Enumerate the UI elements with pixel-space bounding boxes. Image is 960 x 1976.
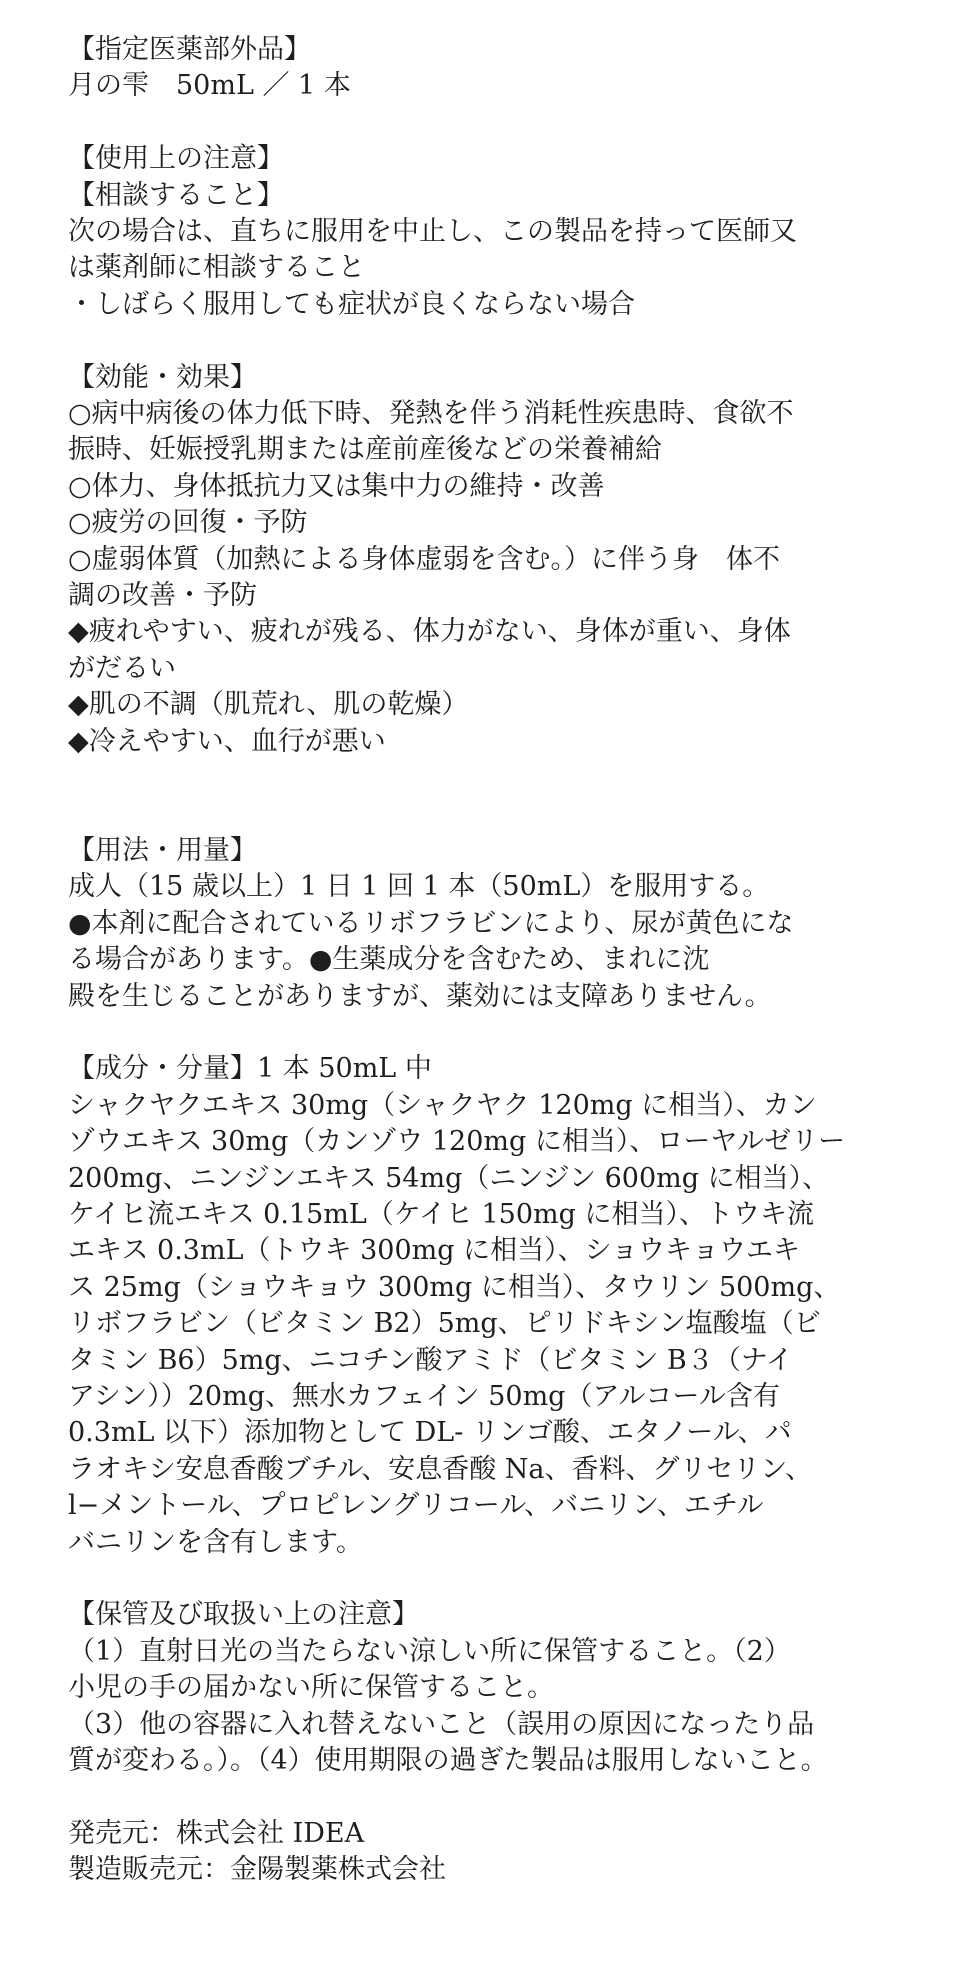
storage-heading: 【保管及び取扱い上の注意】 bbox=[68, 1599, 419, 1631]
storage-line: 小児の手の届かない所に保管すること。 bbox=[68, 1672, 554, 1704]
ingredients-line: アシン））20mg、無水カフェイン 50mg（アルコール含有 bbox=[68, 1380, 780, 1412]
ingredients-section bbox=[68, 1051, 898, 1561]
dosage-line: 成人（15 歳以上）1 日 1 回 1 本（50mL）を服用する。 bbox=[68, 871, 770, 903]
efficacy-line: ○病中病後の体力低下時、発熱を伴う消耗性疾患時、食欲不 bbox=[68, 398, 794, 430]
efficacy-line: 振時、妊娠授乳期または産前産後などの栄養補給 bbox=[68, 434, 662, 466]
efficacy-line: ◆肌の不調（肌荒れ、肌の乾燥） bbox=[68, 689, 469, 721]
dosage-line: 殿を生じることがありますが、薬効には支障ありません。 bbox=[68, 980, 772, 1012]
consult-subheading: 【相談すること】 bbox=[68, 179, 284, 211]
dosage-line: ●本剤に配合されているリボフラビンにより、尿が黄色にな bbox=[68, 907, 794, 939]
ingredients-line: タミン B6）5mg、ニコチン酸アミド（ビタミン B３（ナイ bbox=[68, 1344, 793, 1376]
efficacy-section bbox=[68, 360, 898, 760]
precautions-line: ・しばらく服用しても症状が良くならない場合 bbox=[68, 288, 635, 320]
storage-section bbox=[68, 1597, 898, 1779]
category-label: 【指定医薬部外品】 bbox=[68, 34, 311, 65]
storage-line: （3）他の容器に入れ替えないこと（誤用の原因になったり品 bbox=[68, 1708, 815, 1740]
ingredients-heading: 【成分・分量】1 本 50mL 中 bbox=[68, 1053, 432, 1085]
precautions-heading: 【使用上の注意】 bbox=[68, 143, 284, 175]
ingredients-line: エキス 0.3mL（トウキ 300mg に相当）、ショウキョウエキ bbox=[68, 1235, 801, 1267]
ingredients-line: バニリンを含有します。 bbox=[68, 1526, 363, 1558]
ingredients-line: 0.3mL 以下）添加物として DL- リンゴ酸、エタノール、パ bbox=[68, 1417, 792, 1449]
efficacy-line: ◆疲れやすい、疲れが残る、体力がない、身体が重い、身体 bbox=[68, 616, 791, 648]
precautions-section bbox=[68, 141, 898, 323]
ingredients-line: l−メントール、プロピレングリコール、バニリン、エチル bbox=[68, 1490, 764, 1522]
ingredients-line: 200mg、ニンジンエキス 54mg（ニンジン 600mg に相当）、 bbox=[68, 1162, 830, 1194]
efficacy-line: ○体力、身体抵抗力又は集中力の維持・改善 bbox=[68, 470, 605, 502]
dosage-heading: 【用法・用量】 bbox=[68, 834, 257, 866]
precautions-line: 次の場合は、直ちに服用を中止し、この製品を持って医師又 bbox=[68, 216, 797, 248]
product-label-document bbox=[68, 32, 898, 1889]
ingredients-line: ゾウエキス 30mg（カンゾウ 120mg に相当）、ローヤルゼリー bbox=[68, 1126, 846, 1158]
footer-section bbox=[68, 1816, 898, 1889]
ingredients-line: ケイヒ流エキス 0.15mL（ケイヒ 150mg に相当）、トウキ流 bbox=[68, 1198, 814, 1230]
efficacy-line: 調の改善・予防 bbox=[68, 580, 257, 612]
product-name: 月の雫 50mL ／ 1 本 bbox=[68, 70, 351, 102]
seller-info: 発売元：株式会社 IDEA bbox=[68, 1817, 365, 1849]
efficacy-line: がだるい bbox=[68, 652, 176, 684]
dosage-line: る場合があります。●生薬成分を含むため、まれに沈 bbox=[68, 944, 710, 976]
efficacy-line: ○虚弱体質（加熱による身体虚弱を含む。）に伴う身 体不 bbox=[68, 543, 781, 575]
ingredients-line: シャクヤクエキス 30mg（シャクヤク 120mg に相当）、カン bbox=[68, 1089, 817, 1121]
efficacy-line: ◆冷えやすい、血行が悪い bbox=[68, 725, 386, 757]
header-section bbox=[68, 32, 898, 105]
storage-line: 質が変わる。）。（4）使用期限の過ぎた製品は服用しないこと。 bbox=[68, 1745, 828, 1777]
manufacturer-info: 製造販売元：金陽製薬株式会社 bbox=[68, 1854, 446, 1886]
efficacy-heading: 【効能・効果】 bbox=[68, 361, 257, 393]
precautions-line: は薬剤師に相談すること bbox=[68, 252, 365, 284]
ingredients-line: ス 25mg（ショウキョウ 300mg に相当）、タウリン 500mg、 bbox=[68, 1271, 841, 1303]
ingredients-line: ラオキシ安息香酸ブチル、安息香酸 Na、香料、グリセリン、 bbox=[68, 1453, 813, 1485]
efficacy-line: ○疲労の回復・予防 bbox=[68, 507, 308, 539]
dosage-section bbox=[68, 833, 898, 1015]
ingredients-line: リボフラビン（ビタミン B2）5mg、ピリドキシン塩酸塩（ビ bbox=[68, 1308, 821, 1340]
storage-line: （1）直射日光の当たらない涼しい所に保管すること。（2） bbox=[68, 1635, 791, 1667]
